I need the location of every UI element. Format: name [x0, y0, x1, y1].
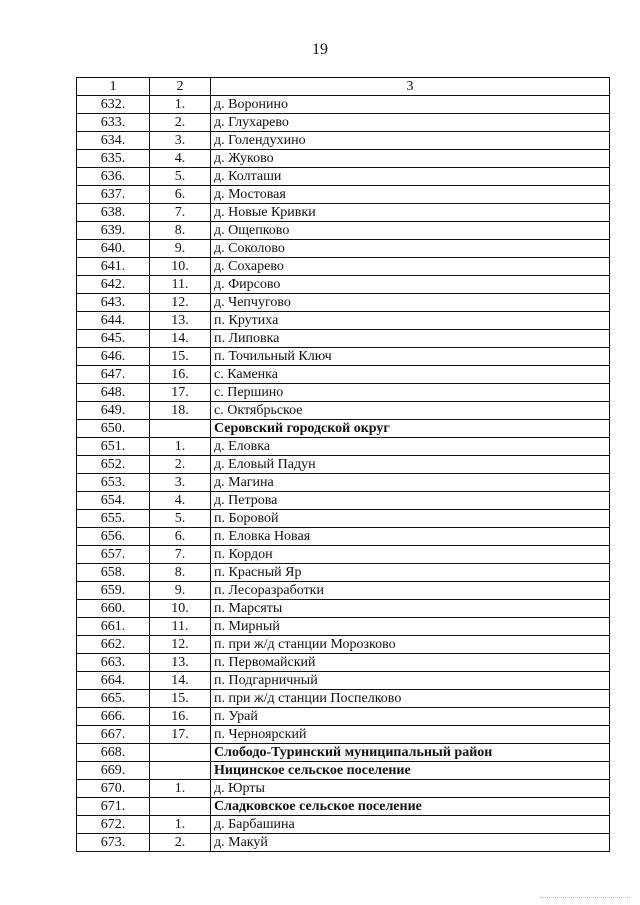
sub-number-cell: 5. — [150, 168, 211, 186]
table-row — [77, 456, 610, 474]
settlement-name-cell: Сладковское сельское поселение — [211, 798, 610, 816]
settlement-name-cell: п. Черноярский — [211, 726, 610, 744]
settlement-name-cell: д. Еловый Падун — [211, 456, 610, 474]
sub-number-cell: 9. — [150, 582, 211, 600]
sub-number-cell: 10. — [150, 600, 211, 618]
table-row — [77, 528, 610, 546]
settlement-name-cell: п. Лесоразработки — [211, 582, 610, 600]
row-number-cell: 640. — [77, 240, 150, 258]
row-number-cell: 653. — [77, 474, 150, 492]
settlement-name-cell: д. Колташи — [211, 168, 610, 186]
row-number-cell: 663. — [77, 654, 150, 672]
row-number-cell: 670. — [77, 780, 150, 798]
row-number-cell: 671. — [77, 798, 150, 816]
scan-edge-mark — [540, 897, 630, 899]
row-number-cell: 649. — [77, 402, 150, 420]
row-number-cell: 635. — [77, 150, 150, 168]
table-row — [77, 438, 610, 456]
settlement-name-cell: п. Еловка Новая — [211, 528, 610, 546]
table-row — [77, 366, 610, 384]
row-number-cell: 668. — [77, 744, 150, 762]
settlement-name-cell: п. Мирный — [211, 618, 610, 636]
table-row — [77, 402, 610, 420]
row-number-cell: 658. — [77, 564, 150, 582]
table-row — [77, 708, 610, 726]
sub-number-cell — [150, 744, 211, 762]
sub-number-cell: 1. — [150, 438, 211, 456]
settlement-name-cell: д. Макуй — [211, 834, 610, 852]
table-row — [77, 726, 610, 744]
sub-number-cell: 17. — [150, 726, 211, 744]
table-header-row — [77, 78, 610, 96]
row-number-cell: 632. — [77, 96, 150, 114]
settlement-name-cell: п. Первомайский — [211, 654, 610, 672]
row-number-cell: 654. — [77, 492, 150, 510]
table-row — [77, 510, 610, 528]
row-number-cell: 664. — [77, 672, 150, 690]
row-number-cell: 636. — [77, 168, 150, 186]
table-row — [77, 690, 610, 708]
table-row — [77, 672, 610, 690]
table-row — [77, 312, 610, 330]
sub-number-cell — [150, 798, 211, 816]
table-row — [77, 816, 610, 834]
sub-number-cell: 15. — [150, 348, 211, 366]
sub-number-cell: 15. — [150, 690, 211, 708]
settlement-name-cell: п. Кордон — [211, 546, 610, 564]
table-row — [77, 582, 610, 600]
settlement-name-cell: д. Голендухино — [211, 132, 610, 150]
row-number-cell: 669. — [77, 762, 150, 780]
column-header-3: 3 — [211, 78, 610, 96]
column-header-1: 1 — [77, 78, 150, 96]
table-row — [77, 276, 610, 294]
settlement-name-cell: с. Каменка — [211, 366, 610, 384]
table-row — [77, 348, 610, 366]
settlement-name-cell: п. при ж/д станции Поспелково — [211, 690, 610, 708]
row-number-cell: 660. — [77, 600, 150, 618]
sub-number-cell: 3. — [150, 474, 211, 492]
row-number-cell: 657. — [77, 546, 150, 564]
sub-number-cell: 13. — [150, 312, 211, 330]
sub-number-cell: 7. — [150, 546, 211, 564]
settlement-name-cell: д. Чепчугово — [211, 294, 610, 312]
settlements-table — [76, 77, 610, 852]
row-number-cell: 665. — [77, 690, 150, 708]
settlement-name-cell: п. Марсяты — [211, 600, 610, 618]
row-number-cell: 650. — [77, 420, 150, 438]
table-row — [77, 330, 610, 348]
section-heading-row — [77, 798, 610, 816]
settlement-name-cell: д. Еловка — [211, 438, 610, 456]
row-number-cell: 651. — [77, 438, 150, 456]
settlement-name-cell: д. Жуково — [211, 150, 610, 168]
settlement-name-cell: д. Глухарево — [211, 114, 610, 132]
settlement-name-cell: д. Барбашина — [211, 816, 610, 834]
table-row — [77, 492, 610, 510]
settlement-name-cell: п. Липовка — [211, 330, 610, 348]
column-header-2: 2 — [150, 78, 211, 96]
sub-number-cell: 14. — [150, 672, 211, 690]
row-number-cell: 652. — [77, 456, 150, 474]
table-row — [77, 96, 610, 114]
sub-number-cell: 1. — [150, 816, 211, 834]
row-number-cell: 655. — [77, 510, 150, 528]
sub-number-cell: 14. — [150, 330, 211, 348]
row-number-cell: 637. — [77, 186, 150, 204]
row-number-cell: 656. — [77, 528, 150, 546]
settlement-name-cell: д. Мостовая — [211, 186, 610, 204]
settlement-name-cell: Слободо-Туринский муниципальный район — [211, 744, 610, 762]
sub-number-cell: 1. — [150, 96, 211, 114]
settlement-name-cell: п. Подгарничный — [211, 672, 610, 690]
row-number-cell: 638. — [77, 204, 150, 222]
settlement-name-cell: д. Сохарево — [211, 258, 610, 276]
sub-number-cell: 8. — [150, 222, 211, 240]
settlement-name-cell: п. Боровой — [211, 510, 610, 528]
sub-number-cell: 2. — [150, 834, 211, 852]
table-row — [77, 222, 610, 240]
sub-number-cell: 16. — [150, 366, 211, 384]
section-heading-row — [77, 744, 610, 762]
row-number-cell: 666. — [77, 708, 150, 726]
row-number-cell: 646. — [77, 348, 150, 366]
settlement-name-cell: д. Новые Кривки — [211, 204, 610, 222]
settlement-name-cell: с. Октябрьское — [211, 402, 610, 420]
table-row — [77, 618, 610, 636]
sub-number-cell: 2. — [150, 456, 211, 474]
settlement-name-cell: п. при ж/д станции Морозково — [211, 636, 610, 654]
table-row — [77, 240, 610, 258]
table-row — [77, 600, 610, 618]
row-number-cell: 672. — [77, 816, 150, 834]
table-row — [77, 474, 610, 492]
sub-number-cell: 16. — [150, 708, 211, 726]
settlement-name-cell: д. Юрты — [211, 780, 610, 798]
sub-number-cell: 18. — [150, 402, 211, 420]
settlement-name-cell: п. Точильный Ключ — [211, 348, 610, 366]
row-number-cell: 648. — [77, 384, 150, 402]
sub-number-cell: 10. — [150, 258, 211, 276]
settlement-name-cell: д. Ощепково — [211, 222, 610, 240]
row-number-cell: 641. — [77, 258, 150, 276]
row-number-cell: 644. — [77, 312, 150, 330]
table-row — [77, 780, 610, 798]
sub-number-cell: 11. — [150, 276, 211, 294]
sub-number-cell: 6. — [150, 528, 211, 546]
sub-number-cell: 1. — [150, 780, 211, 798]
row-number-cell: 639. — [77, 222, 150, 240]
row-number-cell: 673. — [77, 834, 150, 852]
table-row — [77, 636, 610, 654]
table-body — [77, 78, 610, 852]
table-row — [77, 654, 610, 672]
settlement-name-cell: Ницинское сельское поселение — [211, 762, 610, 780]
row-number-cell: 647. — [77, 366, 150, 384]
section-heading-row — [77, 420, 610, 438]
sub-number-cell: 12. — [150, 636, 211, 654]
row-number-cell: 642. — [77, 276, 150, 294]
sub-number-cell: 7. — [150, 204, 211, 222]
row-number-cell: 662. — [77, 636, 150, 654]
sub-number-cell: 17. — [150, 384, 211, 402]
table-row — [77, 834, 610, 852]
table-row — [77, 294, 610, 312]
table-row — [77, 204, 610, 222]
row-number-cell: 667. — [77, 726, 150, 744]
sub-number-cell: 4. — [150, 492, 211, 510]
row-number-cell: 659. — [77, 582, 150, 600]
settlement-name-cell: д. Фирсово — [211, 276, 610, 294]
sub-number-cell: 8. — [150, 564, 211, 582]
table-row — [77, 258, 610, 276]
row-number-cell: 661. — [77, 618, 150, 636]
table-row — [77, 132, 610, 150]
table-row — [77, 384, 610, 402]
sub-number-cell: 13. — [150, 654, 211, 672]
settlement-name-cell: Серовский городской округ — [211, 420, 610, 438]
row-number-cell: 634. — [77, 132, 150, 150]
settlement-name-cell: д. Магина — [211, 474, 610, 492]
settlement-name-cell: п. Урай — [211, 708, 610, 726]
section-heading-row — [77, 762, 610, 780]
sub-number-cell: 3. — [150, 132, 211, 150]
settlement-name-cell: п. Крутиха — [211, 312, 610, 330]
settlement-name-cell: д. Петрова — [211, 492, 610, 510]
sub-number-cell: 2. — [150, 114, 211, 132]
sub-number-cell: 9. — [150, 240, 211, 258]
table-row — [77, 186, 610, 204]
settlement-name-cell: п. Красный Яр — [211, 564, 610, 582]
settlement-name-cell: с. Першино — [211, 384, 610, 402]
row-number-cell: 643. — [77, 294, 150, 312]
table-row — [77, 114, 610, 132]
sub-number-cell — [150, 762, 211, 780]
sub-number-cell — [150, 420, 211, 438]
settlement-name-cell: д. Воронино — [211, 96, 610, 114]
table-row — [77, 564, 610, 582]
sub-number-cell: 11. — [150, 618, 211, 636]
table-row — [77, 168, 610, 186]
table-row — [77, 546, 610, 564]
row-number-cell: 633. — [77, 114, 150, 132]
page-number: 19 — [312, 41, 328, 58]
row-number-cell: 645. — [77, 330, 150, 348]
sub-number-cell: 4. — [150, 150, 211, 168]
settlement-name-cell: д. Соколово — [211, 240, 610, 258]
sub-number-cell: 6. — [150, 186, 211, 204]
table-row — [77, 150, 610, 168]
sub-number-cell: 5. — [150, 510, 211, 528]
sub-number-cell: 12. — [150, 294, 211, 312]
